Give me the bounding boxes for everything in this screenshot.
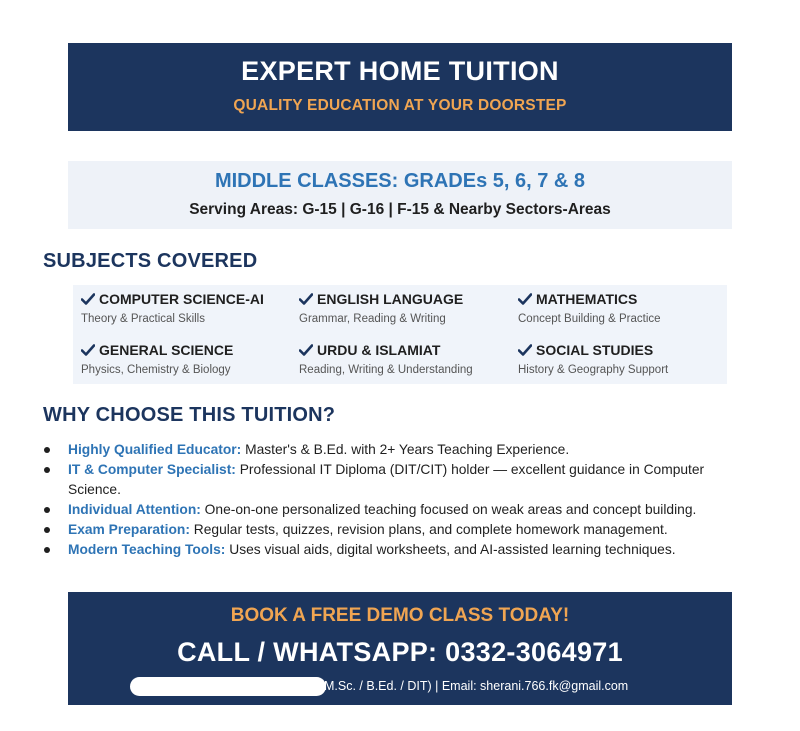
header-title: EXPERT HOME TUITION bbox=[241, 56, 559, 86]
bullet-icon bbox=[44, 447, 50, 453]
subjects-panel bbox=[73, 285, 727, 384]
check-icon bbox=[299, 293, 313, 305]
serving-areas: Serving Areas: G-15 | G-16 | F-15 & Nearby Sectors-Areas bbox=[189, 201, 611, 218]
list-item bbox=[44, 460, 754, 500]
subject-desc: Reading, Writing & Understanding bbox=[299, 364, 473, 376]
subject-name: GENERAL SCIENCE bbox=[99, 342, 234, 358]
list-item bbox=[44, 440, 754, 460]
why-list bbox=[44, 440, 754, 560]
subject-desc: Concept Building & Practice bbox=[518, 313, 661, 325]
subject-desc: Grammar, Reading & Writing bbox=[299, 313, 446, 325]
subject-item bbox=[81, 342, 296, 376]
subject-item bbox=[81, 291, 296, 325]
subjects-heading: SUBJECTS COVERED bbox=[43, 250, 258, 272]
why-heading: WHY CHOOSE THIS TUITION? bbox=[43, 404, 336, 426]
check-icon bbox=[81, 344, 95, 356]
list-item bbox=[44, 540, 754, 560]
footer-cta: BOOK A FREE DEMO CLASS TODAY! bbox=[230, 605, 570, 626]
subject-name: URDU & ISLAMIAT bbox=[317, 342, 441, 358]
subject-desc: Physics, Chemistry & Biology bbox=[81, 364, 231, 376]
why-text: Master's & B.Ed. with 2+ Years Teaching Experience. bbox=[241, 442, 570, 457]
why-label: Highly Qualified Educator: bbox=[68, 442, 242, 457]
subject-item bbox=[299, 342, 514, 376]
bullet-icon bbox=[44, 507, 50, 513]
why-label: Exam Preparation: bbox=[68, 522, 190, 537]
bullet-icon bbox=[44, 527, 50, 533]
check-icon bbox=[81, 293, 95, 305]
why-label: Modern Teaching Tools: bbox=[68, 542, 226, 557]
subject-item bbox=[518, 291, 733, 325]
bullet-icon bbox=[44, 547, 50, 553]
classes-box bbox=[68, 161, 732, 229]
why-label: IT & Computer Specialist: bbox=[68, 462, 236, 477]
subject-desc: Theory & Practical Skills bbox=[81, 313, 205, 325]
check-icon bbox=[518, 344, 532, 356]
redacted-name bbox=[130, 677, 326, 696]
subject-name: MATHEMATICS bbox=[536, 291, 638, 307]
subject-item bbox=[518, 342, 733, 376]
subject-name: SOCIAL STUDIES bbox=[536, 342, 654, 358]
check-icon bbox=[299, 344, 313, 356]
call-whatsapp-number: CALL / WHATSAPP: 0332-3064971 bbox=[177, 637, 623, 667]
header-subtitle: QUALITY EDUCATION AT YOUR DOORSTEP bbox=[233, 97, 567, 114]
why-text: Regular tests, quizzes, revision plans, and complete homework management. bbox=[189, 522, 668, 537]
classes-title: MIDDLE CLASSES: GRADEs 5, 6, 7 & 8 bbox=[214, 170, 586, 192]
list-item bbox=[44, 500, 754, 520]
subject-item bbox=[299, 291, 514, 325]
header-banner bbox=[68, 43, 732, 131]
list-item bbox=[44, 520, 754, 540]
footer-banner bbox=[68, 592, 732, 705]
why-text: One-on-one personalized teaching focused on weak areas and concept building. bbox=[200, 502, 697, 517]
bullet-icon bbox=[44, 467, 50, 473]
why-label: Individual Attention: bbox=[68, 502, 201, 517]
subject-name: ENGLISH LANGUAGE bbox=[317, 291, 464, 307]
why-text: Uses visual aids, digital worksheets, and AI-assisted learning techniques. bbox=[225, 542, 676, 557]
subject-desc: History & Geography Support bbox=[518, 364, 669, 376]
footer-contact: M.Sc. / B.Ed. / DIT) | Email: sherani.766.fk@gmail.com bbox=[324, 679, 629, 693]
subject-name: COMPUTER SCIENCE-AI bbox=[99, 291, 264, 307]
why-text: Professional IT Diploma (DIT/CIT) holder — excellent guidance in Computer Science. bbox=[68, 462, 705, 497]
check-icon bbox=[518, 293, 532, 305]
